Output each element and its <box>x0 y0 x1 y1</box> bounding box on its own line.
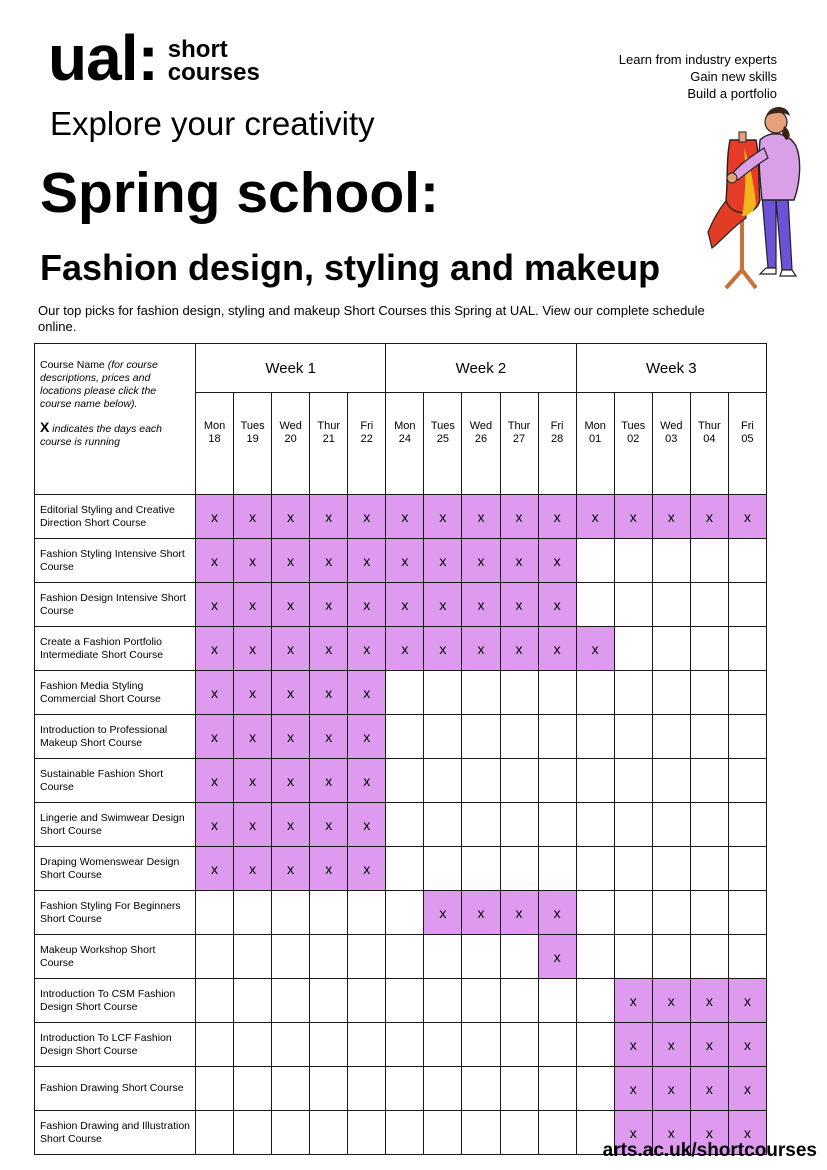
day-cell-running: x <box>424 891 462 935</box>
day-cell-empty <box>614 715 652 759</box>
day-cell-running: x <box>272 539 310 583</box>
day-cell-running: x <box>310 759 348 803</box>
day-cell-empty <box>234 1067 272 1111</box>
day-cell-empty <box>538 715 576 759</box>
day-cell-running: x <box>310 847 348 891</box>
day-cell-running: x <box>272 671 310 715</box>
day-cell-empty <box>500 935 538 979</box>
day-cell-running: x <box>424 495 462 539</box>
day-cell-running: x <box>310 539 348 583</box>
day-cell-running: x <box>234 495 272 539</box>
day-cell-empty <box>652 759 690 803</box>
day-cell-empty <box>424 715 462 759</box>
day-cell-empty <box>348 891 386 935</box>
website-link[interactable]: arts.ac.uk/shortcourses <box>602 1140 817 1161</box>
page-title: Spring school: <box>40 161 439 225</box>
day-cell-running: x <box>310 495 348 539</box>
day-cell-empty <box>614 803 652 847</box>
day-cell-running: x <box>614 979 652 1023</box>
day-cell-empty <box>386 1067 424 1111</box>
day-cell-empty <box>462 759 500 803</box>
course-name-link[interactable]: Create a Fashion Portfolio Intermediate Short Course <box>35 627 196 671</box>
day-cell-empty <box>728 891 766 935</box>
day-cell-empty <box>614 671 652 715</box>
day-cell-empty <box>576 979 614 1023</box>
week-header: Week 1 <box>196 344 386 393</box>
course-name-link[interactable]: Introduction To LCF Fashion Design Short Course <box>35 1023 196 1067</box>
course-name-link[interactable]: Fashion Media Styling Commercial Short Course <box>35 671 196 715</box>
course-row <box>35 935 767 979</box>
day-cell-running: x <box>462 891 500 935</box>
day-header: Thur 27 <box>500 393 538 495</box>
day-cell-empty <box>386 979 424 1023</box>
day-header: Mon 01 <box>576 393 614 495</box>
day-cell-running: x <box>196 627 234 671</box>
course-row <box>35 759 767 803</box>
day-cell-empty <box>196 1067 234 1111</box>
course-row <box>35 979 767 1023</box>
day-cell-empty <box>348 1111 386 1155</box>
day-header: Tues 19 <box>234 393 272 495</box>
day-cell-running: x <box>386 583 424 627</box>
day-cell-empty <box>386 715 424 759</box>
explore-heading: Explore your creativity <box>50 105 375 142</box>
day-cell-empty <box>728 847 766 891</box>
day-cell-empty <box>614 935 652 979</box>
day-cell-running: x <box>310 671 348 715</box>
day-header: Mon 18 <box>196 393 234 495</box>
day-cell-empty <box>234 935 272 979</box>
day-cell-empty <box>614 539 652 583</box>
course-row <box>35 583 767 627</box>
course-row <box>35 1067 767 1111</box>
day-cell-running: x <box>728 495 766 539</box>
ual-logo <box>48 22 260 94</box>
day-cell-running: x <box>386 539 424 583</box>
day-cell-running: x <box>424 583 462 627</box>
day-cell-empty <box>348 1067 386 1111</box>
day-cell-empty <box>462 935 500 979</box>
day-cell-running: x <box>234 583 272 627</box>
course-row <box>35 847 767 891</box>
day-cell-empty <box>386 847 424 891</box>
day-cell-running: x <box>690 1111 728 1155</box>
day-cell-empty <box>462 715 500 759</box>
day-cell-empty <box>576 847 614 891</box>
course-row <box>35 891 767 935</box>
day-cell-running: x <box>348 759 386 803</box>
day-cell-empty <box>690 847 728 891</box>
day-cell-running: x <box>310 627 348 671</box>
day-cell-empty <box>728 539 766 583</box>
day-cell-empty <box>462 1111 500 1155</box>
day-cell-empty <box>576 671 614 715</box>
course-schedule-table <box>34 343 767 1155</box>
day-cell-empty <box>386 759 424 803</box>
day-cell-running: x <box>462 495 500 539</box>
day-cell-empty <box>652 627 690 671</box>
day-cell-running: x <box>196 803 234 847</box>
day-cell-empty <box>272 1111 310 1155</box>
day-cell-empty <box>234 1023 272 1067</box>
course-name-link[interactable]: Fashion Drawing Short Course <box>35 1067 196 1111</box>
day-cell-running: x <box>348 495 386 539</box>
day-cell-empty <box>424 847 462 891</box>
day-cell-empty <box>462 1067 500 1111</box>
day-cell-empty <box>652 671 690 715</box>
day-cell-empty <box>728 715 766 759</box>
day-cell-running: x <box>500 627 538 671</box>
day-cell-running: x <box>310 803 348 847</box>
day-cell-empty <box>538 979 576 1023</box>
day-cell-empty <box>690 627 728 671</box>
day-cell-empty <box>652 935 690 979</box>
course-name-link[interactable]: Editorial Styling and Creative Direction Short Course <box>35 495 196 539</box>
day-cell-empty <box>196 891 234 935</box>
day-cell-empty <box>576 715 614 759</box>
course-row <box>35 539 767 583</box>
day-cell-empty <box>538 759 576 803</box>
course-name-link[interactable]: Sustainable Fashion Short Course <box>35 759 196 803</box>
day-cell-running: x <box>652 1023 690 1067</box>
day-cell-empty <box>424 671 462 715</box>
day-cell-empty <box>310 979 348 1023</box>
day-cell-empty <box>196 935 234 979</box>
day-cell-empty <box>310 891 348 935</box>
day-cell-running: x <box>348 803 386 847</box>
day-cell-empty <box>500 803 538 847</box>
day-cell-running: x <box>500 891 538 935</box>
day-cell-running: x <box>348 583 386 627</box>
taglines <box>619 51 777 102</box>
day-cell-running: x <box>272 495 310 539</box>
day-cell-empty <box>424 803 462 847</box>
day-cell-empty <box>424 1023 462 1067</box>
day-cell-running: x <box>424 539 462 583</box>
day-header: Fri 22 <box>348 393 386 495</box>
day-header: Fri 05 <box>728 393 766 495</box>
day-cell-empty <box>348 1023 386 1067</box>
day-cell-empty <box>614 891 652 935</box>
day-cell-empty <box>234 891 272 935</box>
day-cell-empty <box>348 935 386 979</box>
day-cell-running: x <box>272 627 310 671</box>
day-cell-empty <box>386 671 424 715</box>
day-cell-empty <box>386 803 424 847</box>
day-cell-empty <box>728 627 766 671</box>
day-cell-running: x <box>728 979 766 1023</box>
course-name-link[interactable]: Fashion Styling Intensive Short Course <box>35 539 196 583</box>
day-cell-empty <box>614 847 652 891</box>
day-cell-empty <box>576 1023 614 1067</box>
day-cell-empty <box>500 979 538 1023</box>
day-cell-empty <box>690 583 728 627</box>
day-cell-empty <box>272 891 310 935</box>
day-cell-empty <box>310 1111 348 1155</box>
day-header: Wed 20 <box>272 393 310 495</box>
week-header: Week 3 <box>576 344 766 393</box>
logo-main-text: ual: <box>48 22 158 94</box>
day-cell-empty <box>576 1067 614 1111</box>
day-cell-running: x <box>272 803 310 847</box>
day-cell-running: x <box>196 671 234 715</box>
day-cell-empty <box>728 935 766 979</box>
day-cell-empty <box>614 627 652 671</box>
day-cell-running: x <box>538 935 576 979</box>
day-cell-running: x <box>272 847 310 891</box>
day-cell-empty <box>576 583 614 627</box>
day-cell-running: x <box>538 539 576 583</box>
day-cell-empty <box>196 979 234 1023</box>
day-header: Tues 25 <box>424 393 462 495</box>
day-cell-empty <box>500 847 538 891</box>
day-cell-running: x <box>614 495 652 539</box>
course-row <box>35 671 767 715</box>
day-cell-empty <box>652 583 690 627</box>
course-row <box>35 1023 767 1067</box>
day-cell-empty <box>728 583 766 627</box>
day-cell-running: x <box>500 495 538 539</box>
day-cell-empty <box>310 1023 348 1067</box>
day-cell-empty <box>500 1023 538 1067</box>
tagline: Learn from industry experts <box>618 52 777 67</box>
day-cell-empty <box>614 583 652 627</box>
day-cell-empty <box>272 1067 310 1111</box>
course-name-link[interactable]: Fashion Styling For Beginners Short Course <box>35 891 196 935</box>
day-cell-running: x <box>196 539 234 583</box>
day-cell-running: x <box>348 627 386 671</box>
day-cell-empty <box>462 979 500 1023</box>
day-cell-empty <box>424 979 462 1023</box>
day-cell-running: x <box>652 495 690 539</box>
day-cell-running: x <box>652 1067 690 1111</box>
day-cell-empty <box>500 715 538 759</box>
day-cell-running: x <box>234 715 272 759</box>
day-cell-running: x <box>690 1023 728 1067</box>
day-cell-empty <box>500 1067 538 1111</box>
day-cell-empty <box>462 1023 500 1067</box>
day-cell-empty <box>386 1023 424 1067</box>
course-row <box>35 495 767 539</box>
course-name-header: Course Name (for course descriptions, prices and locations please click the course name below). X indicates the days each course is running <box>35 344 196 495</box>
day-cell-empty <box>538 847 576 891</box>
day-cell-empty <box>272 935 310 979</box>
day-cell-running: x <box>462 627 500 671</box>
day-cell-running: x <box>500 539 538 583</box>
day-cell-empty <box>500 1111 538 1155</box>
course-row <box>35 627 767 671</box>
day-header: Tues 02 <box>614 393 652 495</box>
course-name-link[interactable]: Lingerie and Swimwear Design Short Course <box>35 803 196 847</box>
day-cell-running: x <box>652 1111 690 1155</box>
day-cell-empty <box>538 803 576 847</box>
day-cell-running: x <box>462 583 500 627</box>
day-cell-empty <box>576 539 614 583</box>
day-cell-running: x <box>690 979 728 1023</box>
day-cell-empty <box>690 715 728 759</box>
day-cell-empty <box>462 803 500 847</box>
day-cell-empty <box>424 1111 462 1155</box>
day-cell-empty <box>196 1111 234 1155</box>
course-name-link[interactable]: Introduction To CSM Fashion Design Short Course <box>35 979 196 1023</box>
day-cell-running: x <box>614 1111 652 1155</box>
day-cell-running: x <box>652 979 690 1023</box>
tagline: Build a portfolio <box>687 86 777 101</box>
day-cell-running: x <box>234 627 272 671</box>
day-cell-running: x <box>538 495 576 539</box>
tagline: Gain new skills <box>690 69 777 84</box>
day-cell-running: x <box>690 1067 728 1111</box>
day-cell-empty <box>310 1067 348 1111</box>
course-name-link[interactable]: Makeup Workshop Short Course <box>35 935 196 979</box>
day-header: Wed 26 <box>462 393 500 495</box>
day-cell-running: x <box>234 803 272 847</box>
day-cell-empty <box>272 1023 310 1067</box>
day-cell-running: x <box>538 627 576 671</box>
course-name-link[interactable]: Introduction to Professional Makeup Short Course <box>35 715 196 759</box>
logo-sub-text: short courses <box>167 36 260 86</box>
day-header: Thur 21 <box>310 393 348 495</box>
day-cell-empty <box>728 759 766 803</box>
page-subtitle: Fashion design, styling and makeup <box>40 247 661 288</box>
day-cell-running: x <box>272 715 310 759</box>
day-cell-empty <box>386 891 424 935</box>
intro-text: Our top picks for fashion design, styling and makeup Short Courses this Spring at UAL. View our complete schedule online. <box>38 303 705 334</box>
day-cell-running: x <box>728 1023 766 1067</box>
day-cell-running: x <box>196 495 234 539</box>
day-cell-running: x <box>576 495 614 539</box>
course-name-link[interactable]: Fashion Drawing and Illustration Short Course <box>35 1111 196 1155</box>
day-cell-empty <box>652 891 690 935</box>
day-cell-empty <box>576 891 614 935</box>
day-cell-running: x <box>348 539 386 583</box>
week-header: Week 2 <box>386 344 576 393</box>
day-cell-empty <box>196 1023 234 1067</box>
day-cell-empty <box>538 1111 576 1155</box>
day-cell-running: x <box>310 715 348 759</box>
course-name-link[interactable]: Fashion Design Intensive Short Course <box>35 583 196 627</box>
day-cell-empty <box>538 1023 576 1067</box>
day-cell-running: x <box>196 583 234 627</box>
day-cell-empty <box>386 1111 424 1155</box>
day-cell-empty <box>462 671 500 715</box>
day-cell-running: x <box>728 1067 766 1111</box>
day-cell-running: x <box>272 583 310 627</box>
day-cell-empty <box>386 935 424 979</box>
legend-key: X indicates the days each course is running <box>40 419 163 448</box>
day-cell-empty <box>690 803 728 847</box>
day-cell-running: x <box>234 539 272 583</box>
day-cell-empty <box>234 1111 272 1155</box>
day-cell-empty <box>424 759 462 803</box>
day-cell-empty <box>690 671 728 715</box>
day-header: Thur 04 <box>690 393 728 495</box>
day-cell-empty <box>234 979 272 1023</box>
day-cell-empty <box>538 1067 576 1111</box>
day-cell-running: x <box>728 1111 766 1155</box>
day-cell-running: x <box>348 715 386 759</box>
day-cell-empty <box>652 715 690 759</box>
day-header: Wed 03 <box>652 393 690 495</box>
day-cell-running: x <box>386 627 424 671</box>
day-cell-empty <box>424 1067 462 1111</box>
day-cell-running: x <box>462 539 500 583</box>
day-cell-empty <box>500 759 538 803</box>
day-cell-empty <box>576 803 614 847</box>
day-cell-empty <box>272 979 310 1023</box>
day-cell-running: x <box>310 583 348 627</box>
day-cell-empty <box>462 847 500 891</box>
day-cell-empty <box>614 759 652 803</box>
day-cell-empty <box>348 979 386 1023</box>
day-cell-running: x <box>234 759 272 803</box>
day-cell-running: x <box>196 847 234 891</box>
day-cell-running: x <box>614 1023 652 1067</box>
day-cell-running: x <box>386 495 424 539</box>
course-row <box>35 715 767 759</box>
day-cell-running: x <box>614 1067 652 1111</box>
course-name-link[interactable]: Draping Womenswear Design Short Course <box>35 847 196 891</box>
day-cell-empty <box>576 935 614 979</box>
day-cell-empty <box>538 671 576 715</box>
day-cell-empty <box>424 935 462 979</box>
day-cell-running: x <box>196 715 234 759</box>
day-cell-empty <box>690 935 728 979</box>
day-cell-running: x <box>538 583 576 627</box>
day-cell-empty <box>690 759 728 803</box>
day-cell-running: x <box>538 891 576 935</box>
day-cell-running: x <box>690 495 728 539</box>
day-cell-empty <box>500 671 538 715</box>
day-header: Fri 28 <box>538 393 576 495</box>
day-cell-empty <box>690 891 728 935</box>
day-cell-empty <box>652 847 690 891</box>
day-cell-empty <box>652 803 690 847</box>
day-cell-empty <box>690 539 728 583</box>
day-cell-running: x <box>424 627 462 671</box>
day-cell-empty <box>310 935 348 979</box>
day-cell-running: x <box>272 759 310 803</box>
day-cell-empty <box>728 671 766 715</box>
day-cell-running: x <box>576 627 614 671</box>
day-cell-empty <box>652 539 690 583</box>
day-cell-running: x <box>234 671 272 715</box>
course-row <box>35 803 767 847</box>
fashion-designer-illustration <box>704 100 808 295</box>
day-cell-running: x <box>234 847 272 891</box>
day-cell-empty <box>728 803 766 847</box>
day-cell-running: x <box>196 759 234 803</box>
day-cell-running: x <box>348 847 386 891</box>
day-cell-running: x <box>348 671 386 715</box>
day-cell-running: x <box>500 583 538 627</box>
day-header: Mon 24 <box>386 393 424 495</box>
day-cell-empty <box>576 759 614 803</box>
